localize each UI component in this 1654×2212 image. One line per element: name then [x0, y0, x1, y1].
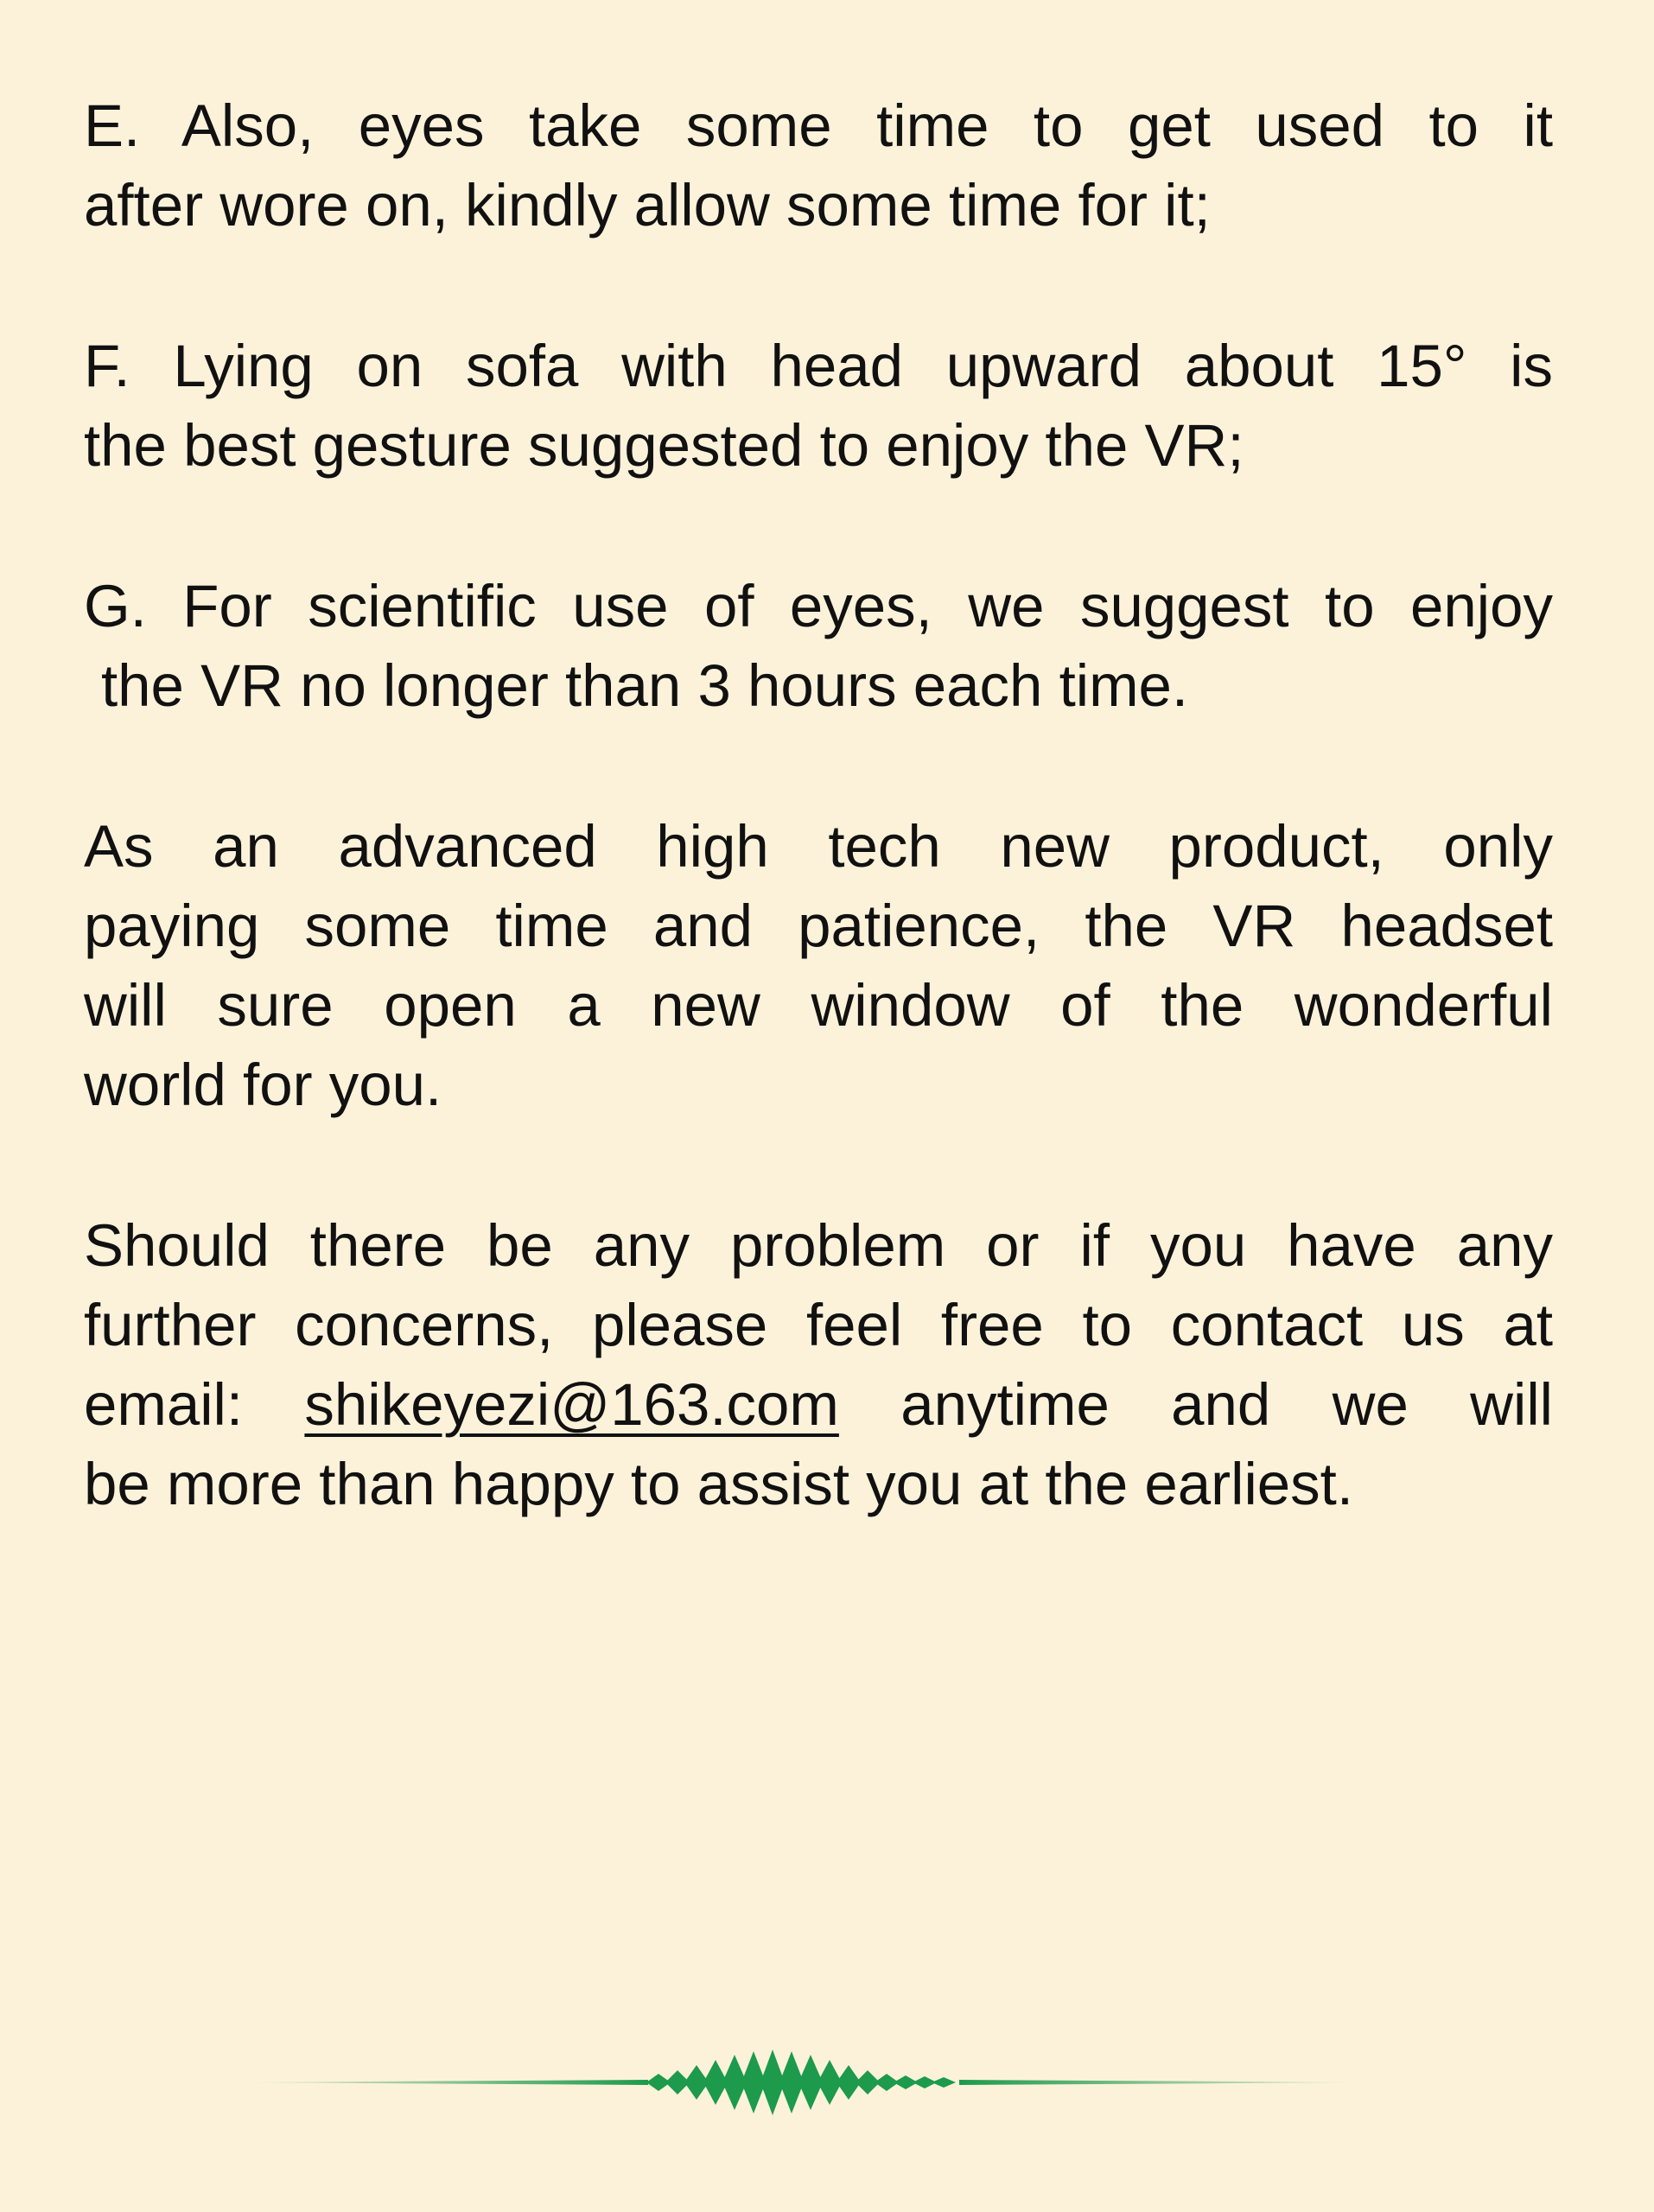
email-link[interactable]: shikeyezi@163.com: [304, 1371, 839, 1438]
paragraph-product-line-3: will sure open a new window of the wonderful: [84, 972, 1553, 1039]
divider-wave-ornament: [646, 2050, 956, 2115]
paragraph-contact-line-3: [84, 1365, 1553, 1445]
paragraph-product-line-2: paying some time and patience, the VR headset: [84, 893, 1553, 959]
ornamental-wave-divider-icon: [233, 2048, 1374, 2117]
paragraph-f-line-1: F. Lying on sofa with head upward about 15° is: [84, 333, 1553, 399]
paragraph-e-line-2: after wore on, kindly allow some time for it;: [84, 172, 1211, 238]
paragraph-f: [84, 327, 1553, 486]
paragraph-g: [84, 567, 1553, 726]
email-suffix: anytime and we will: [900, 1371, 1553, 1438]
paragraph-contact-line-4: be more than happy to assist you at the earliest.: [84, 1451, 1354, 1517]
paragraph-contact: [84, 1206, 1553, 1524]
paragraph-g-line-1: G. For scientific use of eyes, we suggest to enjoy: [84, 573, 1553, 639]
divider-line-left: [233, 2080, 648, 2085]
document-page: [84, 86, 1553, 1605]
paragraph-product: [84, 807, 1553, 1125]
paragraph-contact-line-2: further concerns, please feel free to contact us at: [84, 1292, 1553, 1358]
paragraph-f-line-2: the best gesture suggested to enjoy the VR;: [84, 412, 1244, 479]
divider-line-right: [959, 2080, 1374, 2085]
paragraph-product-line-1: As an advanced high tech new product, only: [84, 813, 1553, 880]
email-prefix: email:: [84, 1371, 244, 1438]
paragraph-product-line-4: world for you.: [84, 1052, 442, 1118]
paragraph-e: [84, 86, 1553, 245]
paragraph-contact-line-1: Should there be any problem or if you have any: [84, 1212, 1553, 1279]
paragraph-e-line-1: E. Also, eyes take some time to get used to it: [84, 92, 1553, 159]
paragraph-g-line-2: the VR no longer than 3 hours each time.: [101, 652, 1189, 719]
